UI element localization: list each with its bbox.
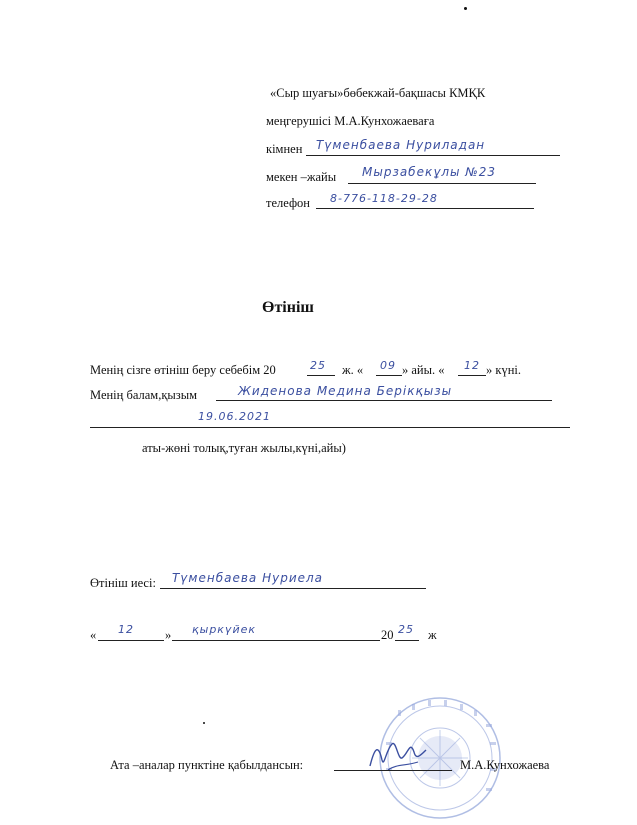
year-underline — [307, 375, 335, 376]
year-suffix: ж. « — [342, 363, 364, 377]
day-handwritten-value: 12 — [464, 359, 480, 372]
child-hint: аты-жөні толық,туған жылы,күні,айы) — [142, 441, 346, 455]
accepted-label: Ата –аналар пунктіне қабылдансын: — [110, 758, 304, 772]
header-org-line: «Сыр шуағы»бөбекжай-бақшасы КМҚК — [270, 86, 486, 100]
document-title: Өтініш — [262, 299, 314, 316]
applicant-label: Өтініш иесі: — [90, 576, 156, 590]
reason-prefix: Менің сізге өтініш беру себебім 20 — [90, 363, 276, 377]
date-month-underline — [172, 640, 380, 641]
date-day-handwritten: 12 — [118, 623, 134, 636]
address-handwritten-value: Мырзабекұлы №23 — [362, 165, 497, 179]
scan-speck — [203, 722, 205, 724]
date-close-quote: » — [165, 628, 172, 642]
date-month-handwritten: қыркүйек — [192, 623, 257, 636]
date-year-suffix: ж — [428, 628, 437, 642]
header-recipient-line: меңгерушісі М.А.Кунхожаеваға — [266, 114, 435, 128]
month-suffix: » айы. « — [402, 363, 445, 377]
date-year-prefix: 20 — [381, 628, 394, 642]
date-open-quote: « — [90, 628, 97, 642]
signer-name: М.А.Кунхожаева — [460, 758, 550, 772]
date-year-handwritten: 25 — [398, 623, 414, 636]
from-handwritten-value: Түменбаева Нуриладан — [316, 138, 486, 152]
address-label: мекен –жайы — [266, 170, 337, 184]
child-handwritten-value: Жиденова Медина Берікқызы — [238, 384, 453, 398]
accepted-signature-line — [334, 770, 452, 771]
phone-label: телефон — [266, 196, 310, 210]
applicant-underline — [160, 588, 426, 589]
applicant-handwritten-value: Түменбаева Нуриела — [172, 571, 324, 585]
year-handwritten-value: 25 — [310, 359, 326, 372]
phone-underline — [316, 208, 534, 209]
scan-speck — [464, 7, 467, 10]
phone-handwritten-value: 8-776-118-29-28 — [330, 192, 438, 205]
from-label: кімнен — [266, 142, 303, 156]
birth-handwritten-value: 19.06.2021 — [198, 410, 271, 423]
day-suffix: » күні. — [486, 363, 521, 377]
from-underline — [306, 155, 560, 156]
child-label: Менің балам,қызым — [90, 388, 198, 402]
child-underline — [216, 400, 552, 401]
date-day-underline — [98, 640, 164, 641]
day-underline — [458, 375, 486, 376]
birth-underline — [90, 427, 570, 428]
month-handwritten-value: 09 — [380, 359, 396, 372]
address-underline — [348, 183, 536, 184]
month-underline — [376, 375, 402, 376]
date-year-underline — [395, 640, 419, 641]
